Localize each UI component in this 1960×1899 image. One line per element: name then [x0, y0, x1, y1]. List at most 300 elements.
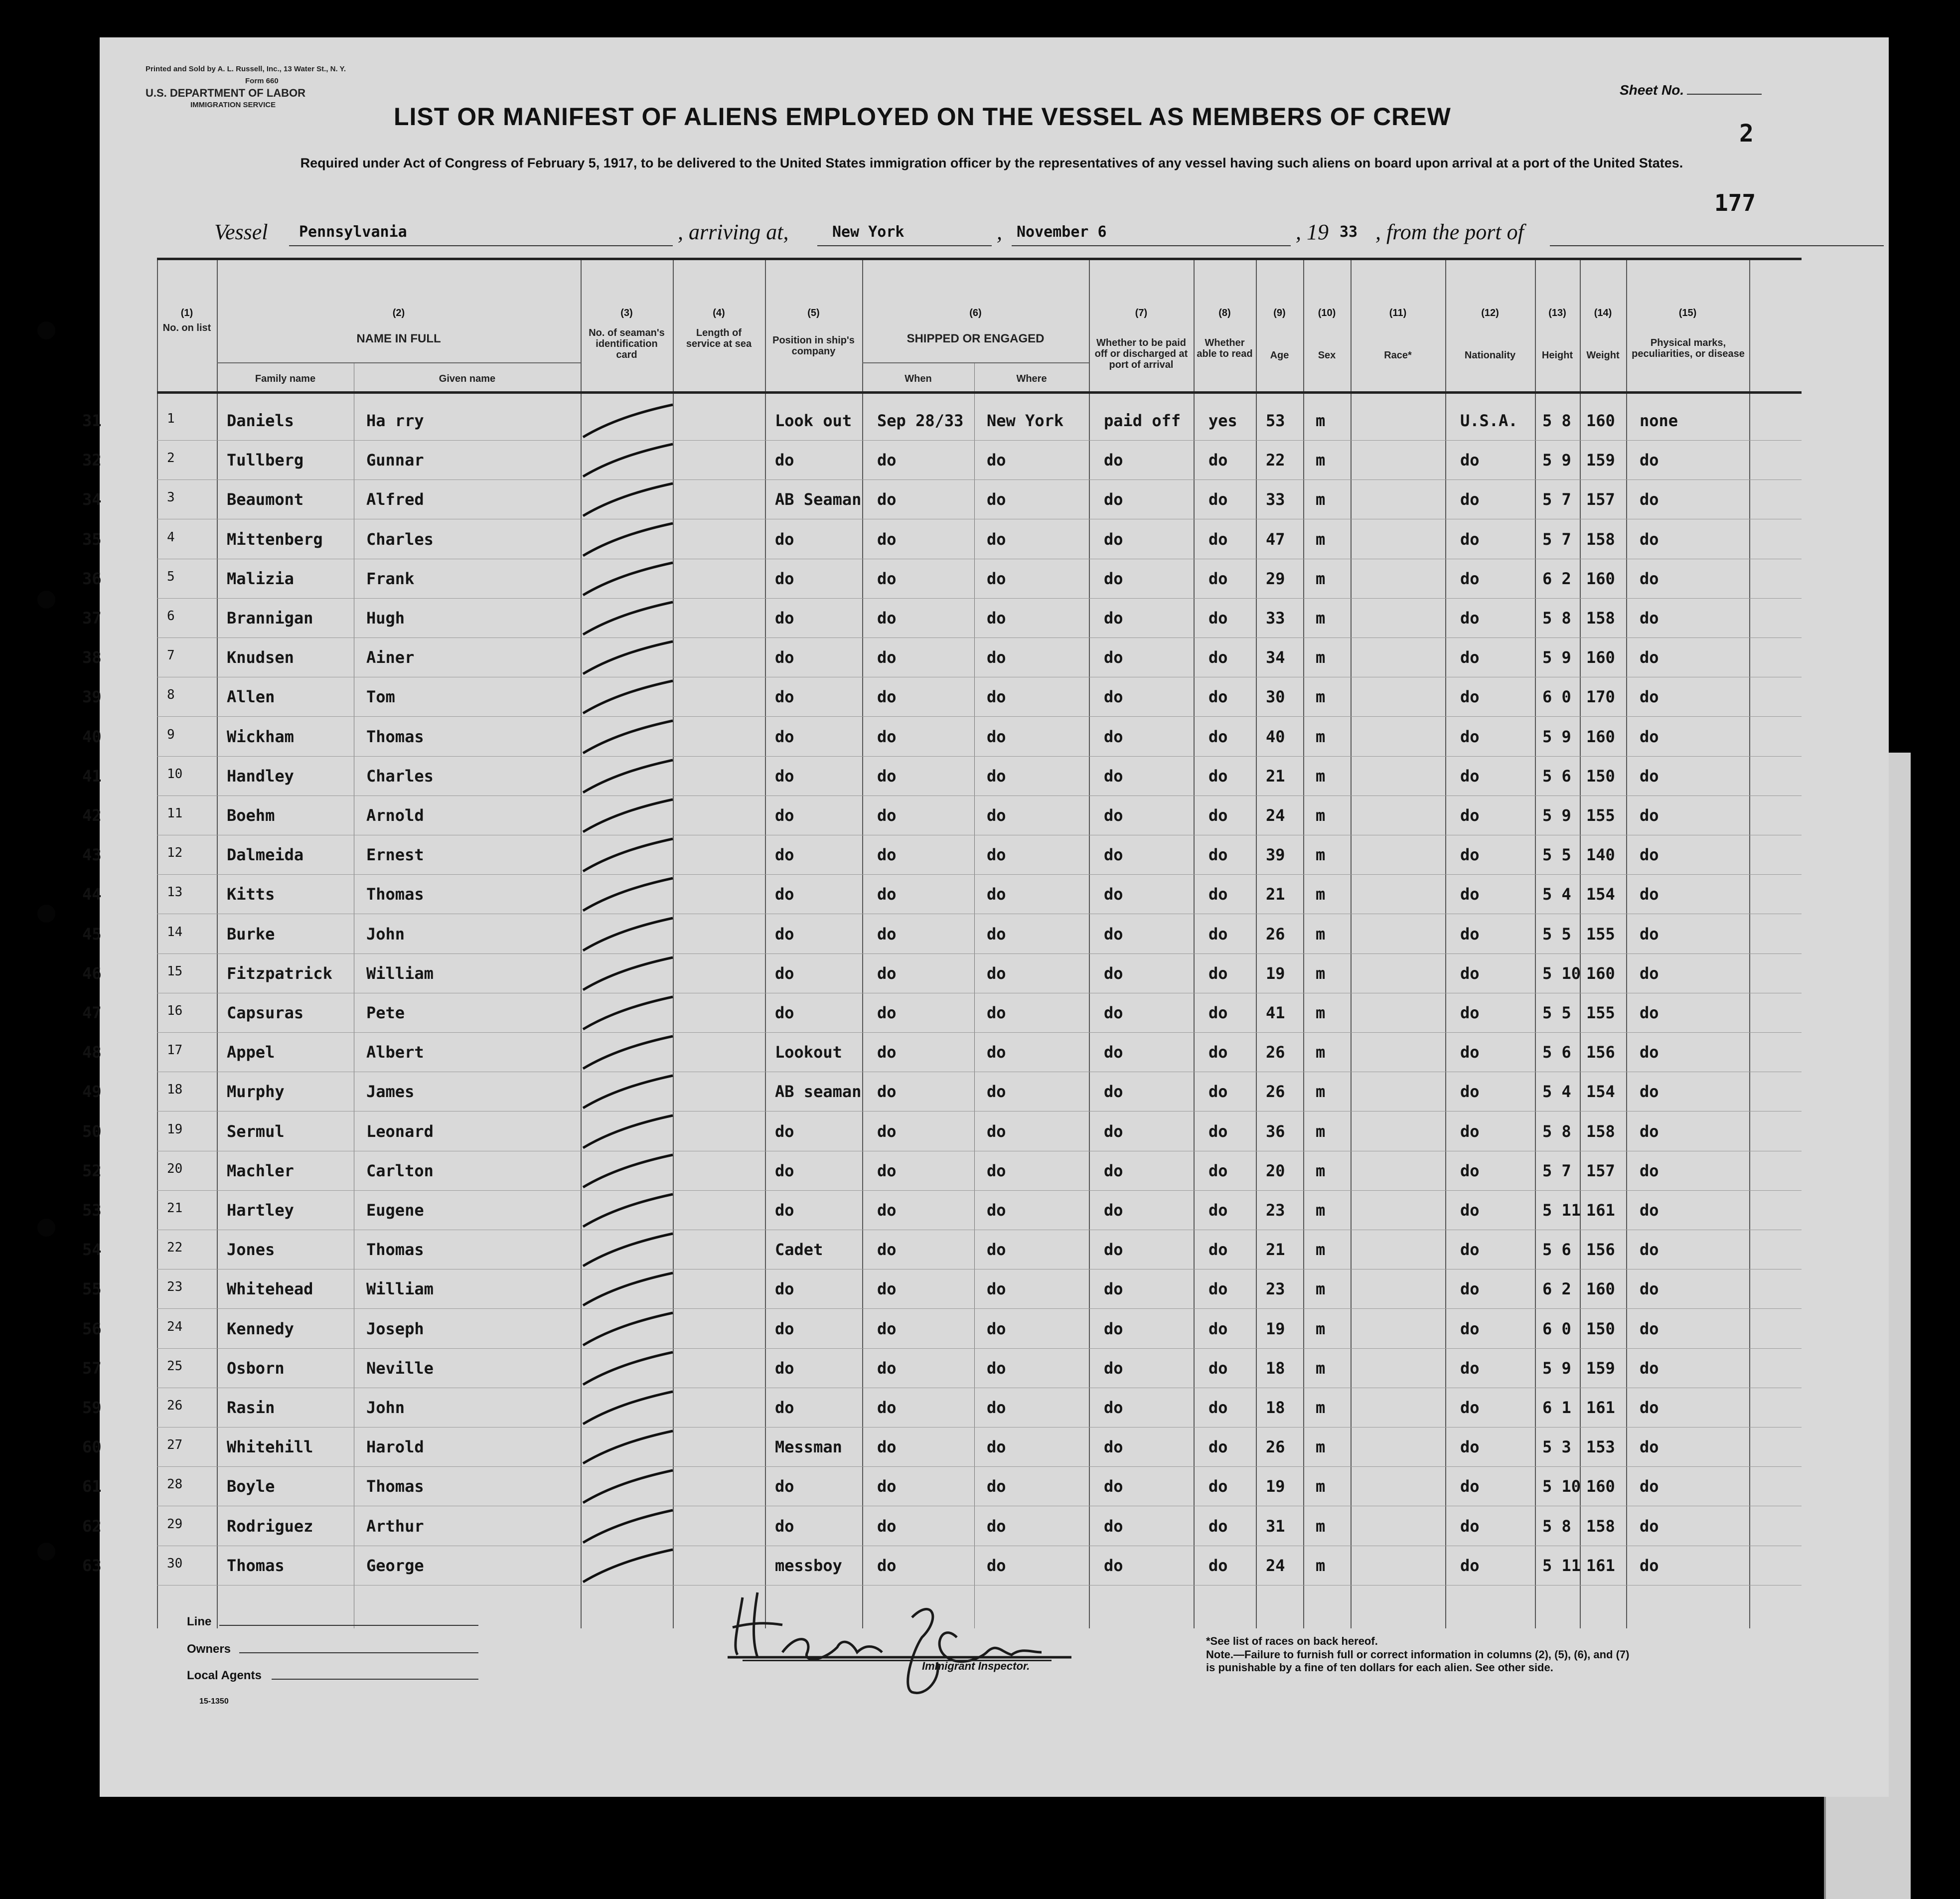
ledger-number: 37 [82, 609, 102, 628]
physical-marks: do [1640, 1279, 1659, 1299]
able-to-read: do [1208, 490, 1228, 509]
physical-marks: do [1640, 490, 1659, 509]
shipped-where: do [987, 490, 1006, 509]
table-row [82, 718, 1802, 757]
line-label: Line [187, 1615, 212, 1628]
header-sex: Sex [1318, 350, 1336, 361]
ledger-number: 59 [82, 1398, 102, 1417]
nationality: do [1460, 1437, 1480, 1457]
pen-slash-mark [578, 1270, 678, 1310]
given-name: Gunnar [366, 451, 424, 470]
list-number: 18 [167, 1082, 183, 1098]
table-row [82, 1152, 1802, 1191]
ledger-number: 35 [82, 529, 102, 549]
header-race: Race* [1384, 350, 1412, 361]
nationality: do [1460, 1516, 1480, 1536]
list-number: 29 [167, 1516, 183, 1532]
position: do [775, 1358, 794, 1378]
age: 29 [1266, 569, 1285, 588]
age: 19 [1266, 963, 1285, 983]
page-number: 2 [1739, 120, 1754, 148]
sex: m [1316, 1279, 1326, 1299]
sex: m [1316, 1398, 1326, 1417]
nationality: do [1460, 963, 1480, 983]
given-name: Joseph [366, 1319, 424, 1338]
shipped-where: do [987, 845, 1006, 865]
weight: 156 [1586, 1043, 1615, 1062]
physical-marks: do [1640, 1358, 1659, 1378]
family-name: Knudsen [227, 648, 294, 667]
weight: 154 [1586, 885, 1615, 904]
paid-off: do [1104, 1398, 1123, 1417]
given-name: Thomas [366, 727, 424, 746]
table-row [82, 1231, 1802, 1270]
position: do [775, 1319, 794, 1338]
header-length-service: Length of service at sea [686, 327, 752, 349]
sex: m [1316, 1319, 1326, 1338]
sex: m [1316, 1358, 1326, 1378]
ledger-number: 50 [82, 1121, 102, 1141]
table-row [82, 1350, 1802, 1389]
physical-marks: do [1640, 569, 1659, 588]
list-number: 26 [167, 1398, 183, 1413]
ledger-number: 31 [82, 411, 102, 430]
height: 5 7 [1542, 1161, 1571, 1180]
physical-marks: do [1640, 648, 1659, 667]
nationality: do [1460, 1003, 1480, 1022]
family-name: Rasin [227, 1398, 275, 1417]
nationality: do [1460, 845, 1480, 865]
age: 47 [1266, 529, 1285, 549]
position: do [775, 1003, 794, 1022]
physical-marks: do [1640, 1043, 1659, 1062]
given-name: Tom [366, 687, 395, 707]
table-row [82, 521, 1802, 560]
physical-marks: do [1640, 806, 1659, 825]
height: 5 9 [1542, 648, 1571, 667]
position: do [775, 648, 794, 667]
pen-slash-mark [578, 521, 678, 561]
list-number: 24 [167, 1319, 183, 1334]
able-to-read: do [1208, 1240, 1228, 1260]
family-name: Thomas [227, 1556, 285, 1575]
able-to-read: yes [1208, 411, 1237, 430]
nationality: do [1460, 1556, 1480, 1575]
ledger-number: 39 [82, 687, 102, 707]
nationality: do [1460, 1121, 1480, 1141]
shipped-when: do [877, 885, 897, 904]
given-name: Charles [366, 529, 434, 549]
physical-marks: do [1640, 1556, 1659, 1575]
shipped-where: do [987, 569, 1006, 588]
family-name: Dalmeida [227, 845, 304, 865]
family-name: Whitehill [227, 1437, 313, 1457]
shipped-where: do [987, 1358, 1006, 1378]
shipped-when: do [877, 1121, 897, 1141]
weight: 154 [1586, 1082, 1615, 1102]
pen-slash-mark [578, 1428, 678, 1468]
nationality: do [1460, 687, 1480, 707]
pen-slash-mark [578, 481, 678, 521]
table-row [82, 639, 1802, 678]
physical-marks: do [1640, 1516, 1659, 1536]
height: 5 6 [1542, 766, 1571, 786]
height: 5 8 [1542, 411, 1571, 430]
weight: 160 [1586, 727, 1615, 746]
table-row [82, 1073, 1802, 1112]
height: 5 10 [1542, 963, 1581, 983]
family-name: Appel [227, 1043, 275, 1062]
list-number: 11 [167, 806, 183, 821]
shipped-when: do [877, 1240, 897, 1260]
able-to-read: do [1208, 648, 1228, 667]
nationality: do [1460, 490, 1480, 509]
pen-slash-mark [578, 560, 678, 600]
able-to-read: do [1208, 1121, 1228, 1141]
paid-off: do [1104, 1516, 1123, 1536]
nationality: do [1460, 1082, 1480, 1102]
age: 21 [1266, 766, 1285, 786]
paid-off: do [1104, 451, 1123, 470]
shipped-when: do [877, 924, 897, 944]
nationality: do [1460, 451, 1480, 470]
paid-off: do [1104, 569, 1123, 588]
paid-off: do [1104, 1279, 1123, 1299]
header-paid-off: Whether to be paid off or discharged at port of arrival [1094, 337, 1188, 370]
able-to-read: do [1208, 1319, 1228, 1338]
shipped-when: do [877, 648, 897, 667]
ledger-number: 62 [82, 1516, 102, 1536]
family-name: Osborn [227, 1358, 285, 1378]
ledger-number: 34 [82, 490, 102, 509]
age: 33 [1266, 490, 1285, 509]
table-row [82, 481, 1802, 520]
height: 5 5 [1542, 924, 1571, 944]
paid-off: do [1104, 490, 1123, 509]
header-position: Position in ship's company [772, 335, 855, 357]
family-name: Wickham [227, 727, 294, 746]
able-to-read: do [1208, 885, 1228, 904]
sex: m [1316, 924, 1326, 944]
pen-slash-mark [578, 836, 678, 876]
given-name: Ernest [366, 845, 424, 865]
shipped-where: do [987, 766, 1006, 786]
height: 5 6 [1542, 1043, 1571, 1062]
weight: 160 [1586, 569, 1615, 588]
paid-off: do [1104, 1082, 1123, 1102]
family-name: Jones [227, 1240, 275, 1260]
vessel-label: Vessel [214, 220, 268, 244]
shipped-when: do [877, 1082, 897, 1102]
height: 5 11 [1542, 1201, 1581, 1220]
weight: 140 [1586, 845, 1615, 865]
age: 41 [1266, 1003, 1285, 1022]
sheet-number [1620, 82, 1762, 98]
height: 5 3 [1542, 1437, 1571, 1457]
sheet-no-label: Sheet No. [1620, 82, 1684, 98]
nationality: do [1460, 1477, 1480, 1496]
ledger-number: 44 [82, 885, 102, 904]
given-name: Albert [366, 1043, 424, 1062]
weight: 159 [1586, 1358, 1615, 1378]
given-name: Harold [366, 1437, 424, 1457]
physical-marks: do [1640, 885, 1659, 904]
family-name: Brannigan [227, 609, 313, 628]
list-number: 19 [167, 1121, 183, 1137]
owners-label: Owners [187, 1642, 231, 1656]
shipped-when: do [877, 529, 897, 549]
table-row [82, 1468, 1802, 1507]
header-no-on-list: No. on list [162, 322, 211, 333]
position: do [775, 1161, 794, 1180]
able-to-read: do [1208, 1161, 1228, 1180]
position: do [775, 1398, 794, 1417]
ledger-number: 36 [82, 569, 102, 588]
weight: 158 [1586, 609, 1615, 628]
physical-marks: none [1640, 411, 1678, 430]
paid-off: do [1104, 1358, 1123, 1378]
crew-table [82, 258, 1802, 1638]
given-name: William [366, 1279, 434, 1299]
ledger-number: 63 [82, 1556, 102, 1575]
given-name: Hugh [366, 609, 405, 628]
shipped-where: do [987, 1398, 1006, 1417]
able-to-read: do [1208, 529, 1228, 549]
height: 5 9 [1542, 1358, 1571, 1378]
physical-marks: do [1640, 1319, 1659, 1338]
age: 24 [1266, 1556, 1285, 1575]
shipped-when: do [877, 1161, 897, 1180]
height: 5 11 [1542, 1556, 1581, 1575]
pen-slash-mark [578, 678, 678, 718]
shipped-where: do [987, 1477, 1006, 1496]
family-name: Tullberg [227, 451, 304, 470]
shipped-when: do [877, 1003, 897, 1022]
pen-slash-mark [578, 955, 678, 995]
list-number: 28 [167, 1477, 183, 1492]
sex: m [1316, 1240, 1326, 1260]
age: 26 [1266, 1082, 1285, 1102]
col-num: (13) [1548, 308, 1566, 318]
given-name: Arthur [366, 1516, 424, 1536]
age: 40 [1266, 727, 1285, 746]
height: 5 4 [1542, 1082, 1571, 1102]
weight: 153 [1586, 1437, 1615, 1457]
form-code: 15-1350 [199, 1697, 229, 1706]
pen-slash-mark [578, 1389, 678, 1429]
sex: m [1316, 1161, 1326, 1180]
age: 30 [1266, 687, 1285, 707]
list-number: 20 [167, 1161, 183, 1176]
paid-off: do [1104, 609, 1123, 628]
list-number: 3 [167, 490, 175, 505]
position: Messman [775, 1437, 842, 1457]
given-name: Neville [366, 1358, 434, 1378]
list-number: 6 [167, 609, 175, 624]
height: 6 1 [1542, 1398, 1571, 1417]
shipped-where: do [987, 1319, 1006, 1338]
able-to-read: do [1208, 569, 1228, 588]
age: 26 [1266, 1437, 1285, 1457]
nationality: do [1460, 1240, 1480, 1260]
shipped-when: do [877, 1201, 897, 1220]
table-row [82, 1192, 1802, 1231]
height: 5 9 [1542, 451, 1571, 470]
height: 5 10 [1542, 1477, 1581, 1496]
family-name: Fitzpatrick [227, 963, 332, 983]
position: do [775, 1477, 794, 1496]
arrival-year: 33 [1340, 223, 1358, 241]
physical-marks: do [1640, 451, 1659, 470]
family-name: Allen [227, 687, 275, 707]
physical-marks: do [1640, 1201, 1659, 1220]
position: do [775, 1121, 794, 1141]
binder-hole [37, 591, 55, 609]
able-to-read: do [1208, 1279, 1228, 1299]
shipped-when: do [877, 451, 897, 470]
printer-imprint [146, 63, 346, 111]
pen-slash-mark [578, 402, 678, 442]
weight: 161 [1586, 1201, 1615, 1220]
table-row [82, 876, 1802, 915]
paid-off: do [1104, 1477, 1123, 1496]
list-number: 9 [167, 727, 175, 742]
arriving-port: New York [832, 223, 905, 241]
sex: m [1316, 1516, 1326, 1536]
position: do [775, 1516, 794, 1536]
list-number: 15 [167, 963, 183, 979]
height: 6 2 [1542, 1279, 1571, 1299]
paid-off: do [1104, 687, 1123, 707]
physical-marks: do [1640, 1398, 1659, 1417]
col-num: (11) [1389, 308, 1407, 318]
shipped-where: do [987, 1201, 1006, 1220]
nationality: do [1460, 727, 1480, 746]
age: 22 [1266, 451, 1285, 470]
ledger-number: 45 [82, 924, 102, 944]
paid-off: do [1104, 806, 1123, 825]
height: 5 8 [1542, 609, 1571, 628]
pen-slash-mark [578, 442, 678, 481]
height: 6 2 [1542, 569, 1571, 588]
physical-marks: do [1640, 1437, 1659, 1457]
col-num: (2) [392, 308, 405, 318]
position: do [775, 1201, 794, 1220]
weight: 156 [1586, 1240, 1615, 1260]
table-row [82, 916, 1802, 954]
shipped-where: do [987, 806, 1006, 825]
ledger-number: 55 [82, 1279, 102, 1299]
nationality: do [1460, 609, 1480, 628]
nationality: do [1460, 1043, 1480, 1062]
sex: m [1316, 490, 1326, 509]
pen-slash-mark [578, 1192, 678, 1232]
nationality: do [1460, 1358, 1480, 1378]
sex: m [1316, 648, 1326, 667]
nationality: do [1460, 1201, 1480, 1220]
age: 26 [1266, 1043, 1285, 1062]
header-id-card: No. of seaman's identification card [589, 327, 665, 360]
given-name: Ainer [366, 648, 415, 667]
nationality: do [1460, 648, 1480, 667]
paid-off: do [1104, 1556, 1123, 1575]
shipped-where: do [987, 609, 1006, 628]
weight: 170 [1586, 687, 1615, 707]
nationality: do [1460, 766, 1480, 786]
shipped-when: do [877, 1516, 897, 1536]
paid-off: do [1104, 1043, 1123, 1062]
position: do [775, 885, 794, 904]
weight: 158 [1586, 529, 1615, 549]
table-row [82, 678, 1802, 717]
pen-slash-mark [578, 1508, 678, 1548]
sex: m [1316, 766, 1326, 786]
given-name: Charles [366, 766, 434, 786]
weight: 155 [1586, 924, 1615, 944]
given-name: Leonard [366, 1121, 434, 1141]
sex: m [1316, 1003, 1326, 1022]
ledger-number: 61 [82, 1477, 102, 1496]
age: 23 [1266, 1201, 1285, 1220]
able-to-read: do [1208, 766, 1228, 786]
col-num: (5) [807, 308, 820, 318]
shipped-when: do [877, 609, 897, 628]
paid-off: do [1104, 529, 1123, 549]
binder-hole [37, 1543, 55, 1561]
shipped-where: do [987, 687, 1006, 707]
shipped-when: do [877, 1358, 897, 1378]
printer-line: Form 660 [245, 77, 279, 85]
paid-off: do [1104, 727, 1123, 746]
age: 26 [1266, 924, 1285, 944]
family-name: Boehm [227, 806, 275, 825]
inspector-signature [723, 1587, 1081, 1702]
table-row [82, 1428, 1802, 1467]
table-row [82, 560, 1802, 599]
sex: m [1316, 845, 1326, 865]
ledger-number: 57 [82, 1358, 102, 1378]
page-title: LIST OR MANIFEST OF ALIENS EMPLOYED ON THE VESSEL AS MEMBERS OF CREW [394, 103, 1451, 131]
weight: 155 [1586, 1003, 1615, 1022]
sex: m [1316, 1201, 1326, 1220]
table-row [82, 600, 1802, 638]
shipped-where: do [987, 451, 1006, 470]
ledger-number: 41 [82, 766, 102, 786]
shipped-where: do [987, 1161, 1006, 1180]
sex: m [1316, 411, 1326, 430]
shipped-where: do [987, 924, 1006, 944]
position: do [775, 963, 794, 983]
position: do [775, 924, 794, 944]
given-name: Arnold [366, 806, 424, 825]
sex: m [1316, 1477, 1326, 1496]
height: 5 8 [1542, 1516, 1571, 1536]
sex: m [1316, 529, 1326, 549]
sex: m [1316, 963, 1326, 983]
pen-slash-mark [578, 994, 678, 1034]
list-number: 14 [167, 924, 183, 940]
list-number: 1 [167, 411, 175, 426]
height: 5 9 [1542, 806, 1571, 825]
shipped-when: do [877, 1398, 897, 1417]
pen-slash-mark [578, 1073, 678, 1113]
family-name: Machler [227, 1161, 294, 1180]
list-number: 13 [167, 885, 183, 900]
table-row [82, 1508, 1802, 1547]
able-to-read: do [1208, 727, 1228, 746]
sex: m [1316, 569, 1326, 588]
position: do [775, 609, 794, 628]
